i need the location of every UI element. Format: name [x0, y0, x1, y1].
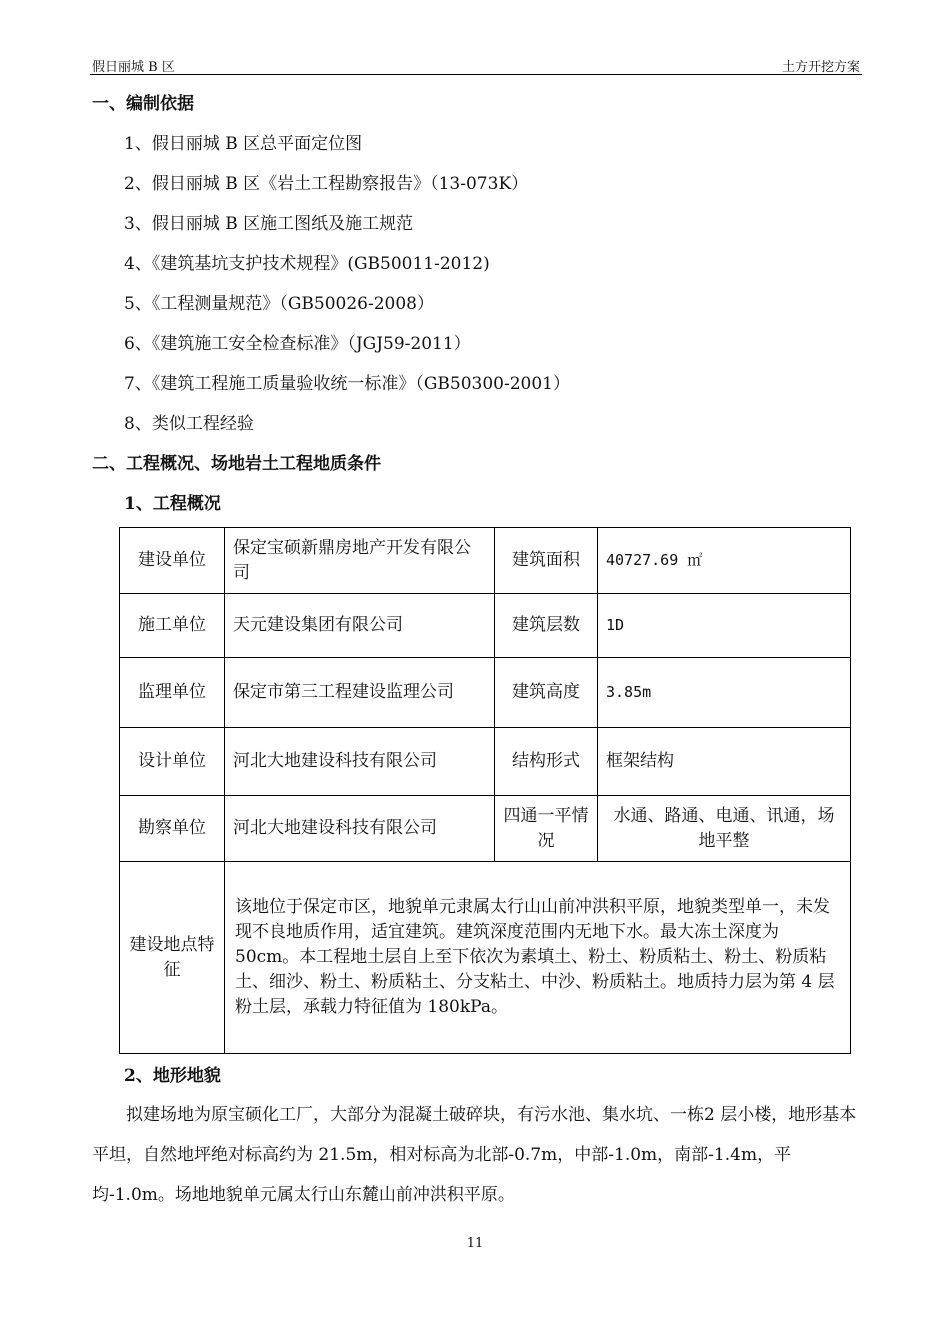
- subsection-heading-overview: 1、工程概况: [124, 494, 221, 514]
- terrain-paragraph: 拟建场地为原宝硕化工厂，大部分为混凝土破碎块，有污水池、集水坑、一栋2 层小楼，地形基本平坦，自然地坪绝对标高约为 21.5m，相对标高为北部-0.7m，中部-1.0m，南部-1.4m，平均-1.0m。场地地貌单元属太行山东麓山前冲洪积平原。: [92, 1105, 857, 1205]
- table-cell-label: 勘察单位: [120, 796, 225, 862]
- section-heading-overview: 二、工程概况、场地岩土工程地质条件: [92, 454, 381, 474]
- project-info-table: [119, 527, 851, 1054]
- table-cell-value: 保定宝硕新鼎房地产开发有限公司: [225, 528, 495, 594]
- table-cell-value: 天元建设集团有限公司: [225, 594, 495, 658]
- header-project-name: 假日丽城 B 区: [92, 60, 175, 75]
- table-cell-value: 3.85m: [598, 658, 851, 728]
- table-cell-value: 框架结构: [598, 728, 851, 796]
- table-cell-label: 监理单位: [120, 658, 225, 728]
- table-cell-value: 河北大地建设科技有限公司: [225, 728, 495, 796]
- table-cell-label: 建筑层数: [495, 594, 598, 658]
- table-row: [120, 658, 851, 728]
- table-row: [120, 728, 851, 796]
- basis-item: 7、《建筑工程施工质量验收统一标准》（GB50300-2001）: [124, 374, 570, 394]
- table-row: [120, 862, 851, 1054]
- site-feature-description: 该地位于保定市区，地貌单元隶属太行山山前冲洪积平原，地貌类型单一，未发现不良地质作用，适宜建筑。建筑深度范围内无地下水。最大冻土深度为 50cm。本工程地土层自上至下依次为素填土、粉土、粉质粘土、粉土、粉质粘土、细沙、粉土、粉质粘土、分支粘土、中沙、粉质粘土。地质持力层为第 4 层粉土层，承载力特征值为 180kPa。: [225, 862, 851, 1054]
- table-cell-label: 建筑面积: [495, 528, 598, 594]
- table-cell-value: 水通、路通、电通、讯通，场地平整: [598, 796, 851, 862]
- basis-item: 3、假日丽城 B 区施工图纸及施工规范: [124, 214, 414, 234]
- basis-item: 1、假日丽城 B 区总平面定位图: [124, 134, 363, 154]
- page-number: 11: [466, 1236, 484, 1251]
- page-header: [90, 54, 862, 75]
- basis-item: 6、《建筑施工安全检查标准》（JGJ59-2011）: [124, 334, 471, 354]
- table-row: [120, 796, 851, 862]
- table-cell-label: 建设单位: [120, 528, 225, 594]
- table-cell-value: 河北大地建设科技有限公司: [225, 796, 495, 862]
- table-cell-value: 1D: [598, 594, 851, 658]
- table-cell-label: 建筑高度: [495, 658, 598, 728]
- basis-item: 2、假日丽城 B 区《岩土工程勘察报告》（13-073K）: [124, 174, 529, 194]
- basis-item: 5、《工程测量规范》（GB50026-2008）: [124, 294, 434, 314]
- basis-item: 8、类似工程经验: [124, 414, 254, 434]
- section-heading-basis: 一、编制依据: [92, 94, 194, 114]
- table-cell-value: 40727.69 ㎡: [598, 528, 851, 594]
- table-cell-label: 结构形式: [495, 728, 598, 796]
- table-row: [120, 594, 851, 658]
- table-cell-label: 施工单位: [120, 594, 225, 658]
- header-document-title: 土方开挖方案: [781, 60, 860, 75]
- subsection-heading-terrain: 2、地形地貌: [124, 1066, 221, 1086]
- table-cell-value: 保定市第三工程建设监理公司: [225, 658, 495, 728]
- table-row: [120, 528, 851, 594]
- table-cell-label: 四通一平情况: [495, 796, 598, 862]
- basis-item: 4、《建筑基坑支护技术规程》(GB50011-2012): [124, 254, 490, 274]
- table-cell-label: 建设地点特征: [120, 862, 225, 1054]
- table-cell-label: 设计单位: [120, 728, 225, 796]
